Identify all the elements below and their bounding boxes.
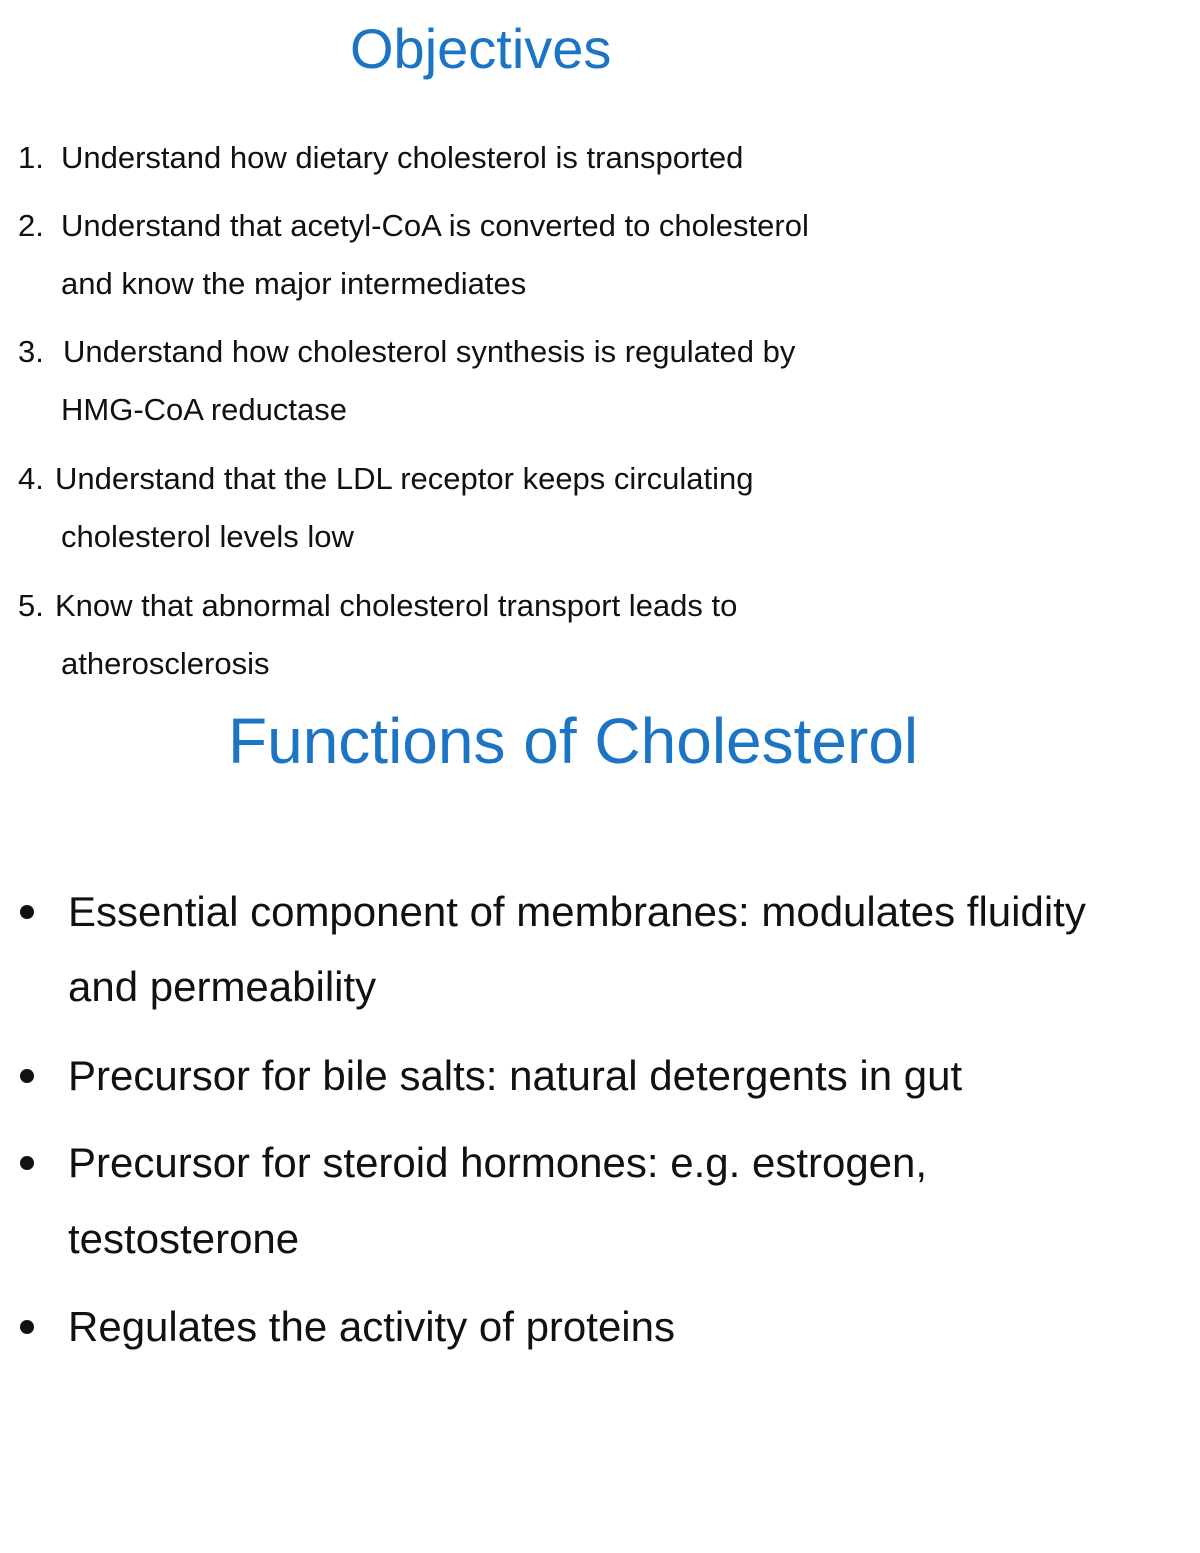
function-bullet-1: Essential component of membranes: modulates fluidity	[68, 888, 1086, 935]
objective-text: Understand how cholesterol synthesis is regulated by	[63, 334, 796, 369]
function-bullet-3: Precursor for steroid hormones: e.g. estrogen,	[68, 1139, 928, 1186]
objective-text: Know that abnormal cholesterol transport leads to	[55, 588, 738, 623]
objective-number: 1.	[18, 140, 44, 175]
objective-item-3-continuation: HMG-CoA reductase	[61, 392, 347, 427]
objective-item-1	[18, 138, 743, 178]
objective-item-5-continuation: atherosclerosis	[61, 646, 270, 681]
function-bullet-1-continuation: and permeability	[68, 963, 377, 1010]
objective-item-4	[18, 459, 753, 499]
bullet-icon	[20, 1069, 34, 1083]
objective-item-4-continuation: cholesterol levels low	[61, 519, 354, 554]
function-bullet-3-continuation: testosterone	[68, 1215, 300, 1262]
bullet-icon	[20, 1156, 34, 1170]
functions-title: Functions of Cholesterol	[228, 705, 919, 777]
objective-text: Understand that the LDL receptor keeps circulating	[55, 461, 754, 496]
bullet-icon	[20, 905, 34, 919]
function-bullet-2: Precursor for bile salts: natural detergents in gut	[68, 1052, 963, 1099]
objective-text: Understand how dietary cholesterol is transported	[61, 140, 744, 175]
objective-text: Understand that acetyl-CoA is converted to cholesterol	[61, 208, 809, 243]
bullet-icon	[20, 1320, 34, 1334]
objective-item-2-continuation: and know the major intermediates	[61, 266, 527, 301]
objective-item-5	[18, 586, 737, 626]
objective-item-2	[18, 206, 809, 246]
objective-number: 3.	[18, 334, 44, 369]
objective-item-3	[18, 332, 795, 372]
objective-number: 5.	[18, 588, 44, 623]
objectives-title: Objectives	[350, 17, 612, 80]
function-bullet-4: Regulates the activity of proteins	[68, 1303, 675, 1350]
objective-number: 2.	[18, 208, 44, 243]
objective-number: 4.	[18, 461, 44, 496]
